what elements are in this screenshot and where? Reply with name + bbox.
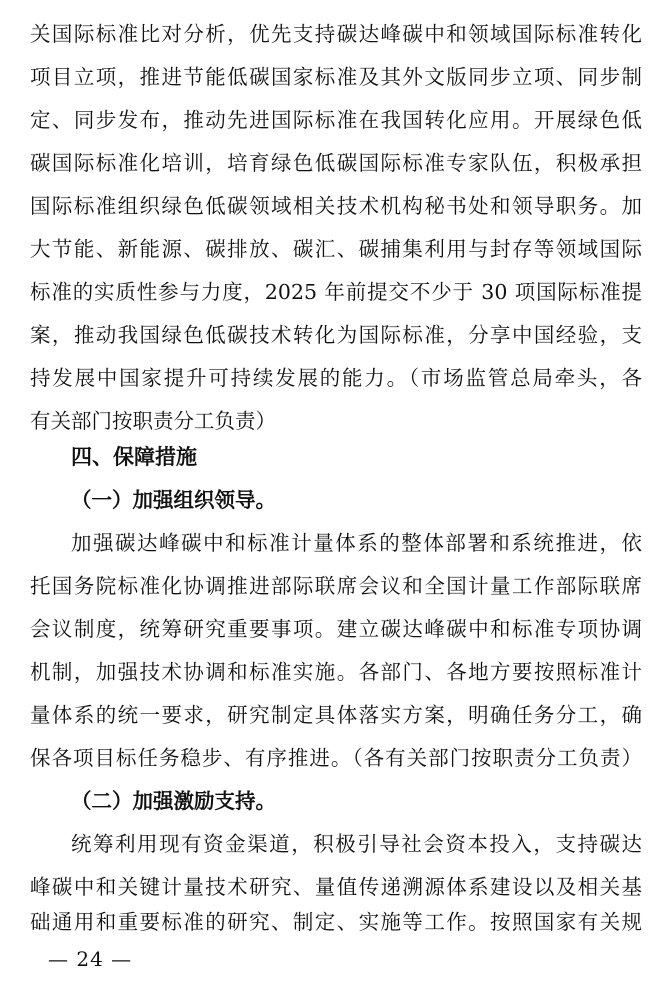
paragraph-line: 保各项目标任务稳步、有序推进。（各有关部门按职责分工负责） xyxy=(30,746,642,770)
paragraph-line: 础通用和重要标准的研究、制定、实施等工作。按照国家有关规 xyxy=(30,910,642,934)
paragraph-line: 案，推动我国绿色低碳技术转化为国际标准，分享中国经验，支 xyxy=(30,323,642,347)
subsection-heading: （一）加强组织领导。 xyxy=(71,488,276,512)
paragraph-line: 机制，加强技术协调和标准实施。各部门、各地方要按照标准计 xyxy=(30,660,642,684)
paragraph-line: 量体系的统一要求，研究制定具体落实方案，明确任务分工，确 xyxy=(30,703,642,727)
paragraph-line: 关国际标准比对分析，优先支持碳达峰碳中和领域国际标准转化 xyxy=(30,22,642,46)
paragraph-line: 会议制度，统筹研究重要事项。建立碳达峰碳中和标准专项协调 xyxy=(30,617,642,641)
subsection-heading: （二）加强激励支持。 xyxy=(71,789,276,813)
paragraph-line: 加强碳达峰碳中和标准计量体系的整体部署和系统推进，依 xyxy=(71,531,642,555)
paragraph-line: 统筹利用现有资金渠道，积极引导社会资本投入，支持碳达 xyxy=(71,832,642,856)
page-number: — 24 — xyxy=(48,947,133,971)
section-heading: 四、保障措施 xyxy=(71,445,197,469)
paragraph-line: 项目立项，推进节能低碳国家标准及其外文版同步立项、同步制 xyxy=(30,65,642,89)
paragraph-line: 国际标准组织绿色低碳领域相关技术机构秘书处和领导职务。加 xyxy=(30,194,642,218)
paragraph-line: 大节能、新能源、碳排放、碳汇、碳捕集利用与封存等领域国际 xyxy=(30,237,642,261)
paragraph-line: 标准的实质性参与力度，2025 年前提交不少于 30 项国际标准提 xyxy=(30,280,642,304)
paragraph-line: 碳国际标准化培训，培育绿色低碳国际标准专家队伍，积极承担 xyxy=(30,151,642,175)
paragraph-line: 持发展中国家提升可持续发展的能力。（市场监管总局牵头，各 xyxy=(30,366,642,390)
paragraph-line: 峰碳中和关键计量技术研究、量值传递溯源体系建设以及相关基 xyxy=(30,875,642,899)
paragraph-line: 托国务院标准化协调推进部际联席会议和全国计量工作部际联席 xyxy=(30,574,642,598)
paragraph-line: 有关部门按职责分工负责） xyxy=(30,409,276,433)
paragraph-line: 定、同步发布，推动先进国际标准在我国转化应用。开展绿色低 xyxy=(30,108,642,132)
